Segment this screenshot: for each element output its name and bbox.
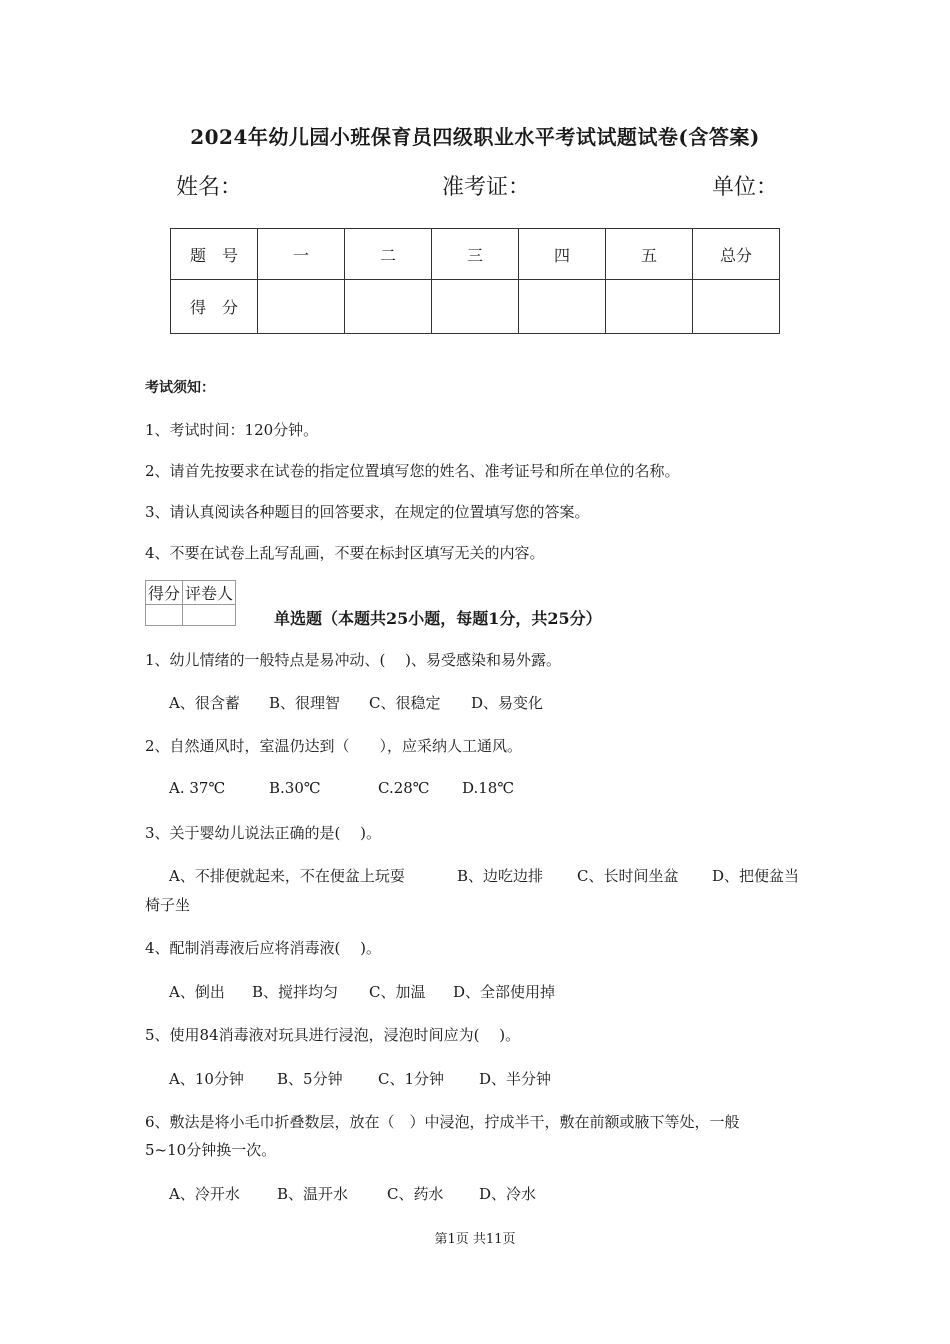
score-cell-5[interactable] xyxy=(606,280,693,334)
q3-option-a: A、不排便就起来，不在便盆上玩耍 xyxy=(169,867,405,885)
q5-option-d: D、半分钟 xyxy=(479,1070,552,1088)
section-title: 单选题（本题共25小题，每题1分，共25分） xyxy=(274,609,602,628)
score-table xyxy=(170,228,780,334)
q3-option-d: D、把便盆当 xyxy=(712,867,800,885)
score-cell-4[interactable] xyxy=(519,280,606,334)
score-header-5: 五 xyxy=(606,229,693,280)
score-cell-total[interactable] xyxy=(693,280,780,334)
score-header-2: 二 xyxy=(345,229,432,280)
question-4-stem: 4、配制消毒液后应将消毒液( )。 xyxy=(145,939,382,957)
q3-option-b: B、边吃边排 xyxy=(457,867,544,885)
q1-option-b: B、很理智 xyxy=(269,694,341,712)
grader-reviewer-cell[interactable] xyxy=(183,605,236,626)
exam-title: 2024年幼儿园小班保育员四级职业水平考试试题试卷(含答案) xyxy=(190,125,760,149)
q2-option-b: B.30℃ xyxy=(269,779,321,797)
score-table-header-row xyxy=(171,229,780,280)
q1-option-d: D、易变化 xyxy=(471,694,544,712)
question-3-stem: 3、关于婴幼儿说法正确的是( )。 xyxy=(145,824,382,842)
q5-option-c: C、1分钟 xyxy=(378,1070,445,1088)
notice-item-2: 2、请首先按要求在试卷的指定位置填写您的姓名、准考证号和所在单位的名称。 xyxy=(145,462,680,480)
question-6-stem: 6、敷法是将小毛巾折叠数层，放在（ ）中浸泡，拧成半干，敷在前额或腋下等处，一般 xyxy=(145,1113,740,1131)
page-footer: 第1页 共11页 xyxy=(434,1232,516,1247)
grader-reviewer-label: 评卷人 xyxy=(183,581,236,605)
q3-option-c: C、长时间坐盆 xyxy=(577,867,679,885)
score-header-1: 一 xyxy=(258,229,345,280)
question-1-stem: 1、幼儿情绪的一般特点是易冲动、( )、易受感染和易外露。 xyxy=(145,651,562,669)
question-5-stem: 5、使用84消毒液对玩具进行浸泡，浸泡时间应为( )。 xyxy=(145,1026,521,1044)
grader-box xyxy=(145,580,236,626)
grader-score-label: 得分 xyxy=(146,581,183,605)
notice-item-3: 3、请认真阅读各种题目的回答要求，在规定的位置填写您的答案。 xyxy=(145,503,590,521)
score-table-score-row xyxy=(171,280,780,334)
q2-option-d: D.18℃ xyxy=(462,779,515,797)
name-label: 姓名： xyxy=(176,175,243,200)
q4-option-a: A、倒出 xyxy=(169,983,225,1001)
q6-option-a: A、冷开水 xyxy=(169,1185,240,1203)
score-header-total: 总分 xyxy=(693,229,780,280)
q1-option-c: C、很稳定 xyxy=(369,694,441,712)
q6-option-b: B、温开水 xyxy=(277,1185,349,1203)
unit-label: 单位： xyxy=(712,175,779,200)
score-header-4: 四 xyxy=(519,229,606,280)
grader-score-cell[interactable] xyxy=(146,605,183,626)
score-cell-2[interactable] xyxy=(345,280,432,334)
q5-option-a: A、10分钟 xyxy=(169,1070,244,1088)
notice-heading: 考试须知： xyxy=(145,380,215,396)
q6-option-c: C、药水 xyxy=(387,1185,444,1203)
q1-option-a: A、很含蓄 xyxy=(169,694,240,712)
score-cell-3[interactable] xyxy=(432,280,519,334)
score-cell-1[interactable] xyxy=(258,280,345,334)
q3-option-d-wrap: 椅子坐 xyxy=(145,896,191,914)
notice-item-1: 1、考试时间：120分钟。 xyxy=(145,421,319,439)
score-header-label: 题 号 xyxy=(171,229,258,280)
notice-item-4: 4、不要在试卷上乱写乱画，不要在标封区填写无关的内容。 xyxy=(145,544,545,562)
q2-option-c: C.28℃ xyxy=(378,779,430,797)
question-6-stem-wrap: 5~10分钟换一次。 xyxy=(145,1141,277,1159)
q2-option-a: A. 37℃ xyxy=(169,779,226,797)
q4-option-b: B、搅拌均匀 xyxy=(252,983,339,1001)
q5-option-b: B、5分钟 xyxy=(277,1070,343,1088)
q4-option-c: C、加温 xyxy=(369,983,426,1001)
exam-id-label: 准考证： xyxy=(442,175,531,200)
question-2-stem: 2、自然通风时，室温仍达到（ ），应采纳人工通风。 xyxy=(145,737,523,755)
q6-option-d: D、冷水 xyxy=(479,1185,537,1203)
score-header-3: 三 xyxy=(432,229,519,280)
q4-option-d: D、全部使用掉 xyxy=(453,983,556,1001)
score-row-label: 得 分 xyxy=(171,280,258,334)
